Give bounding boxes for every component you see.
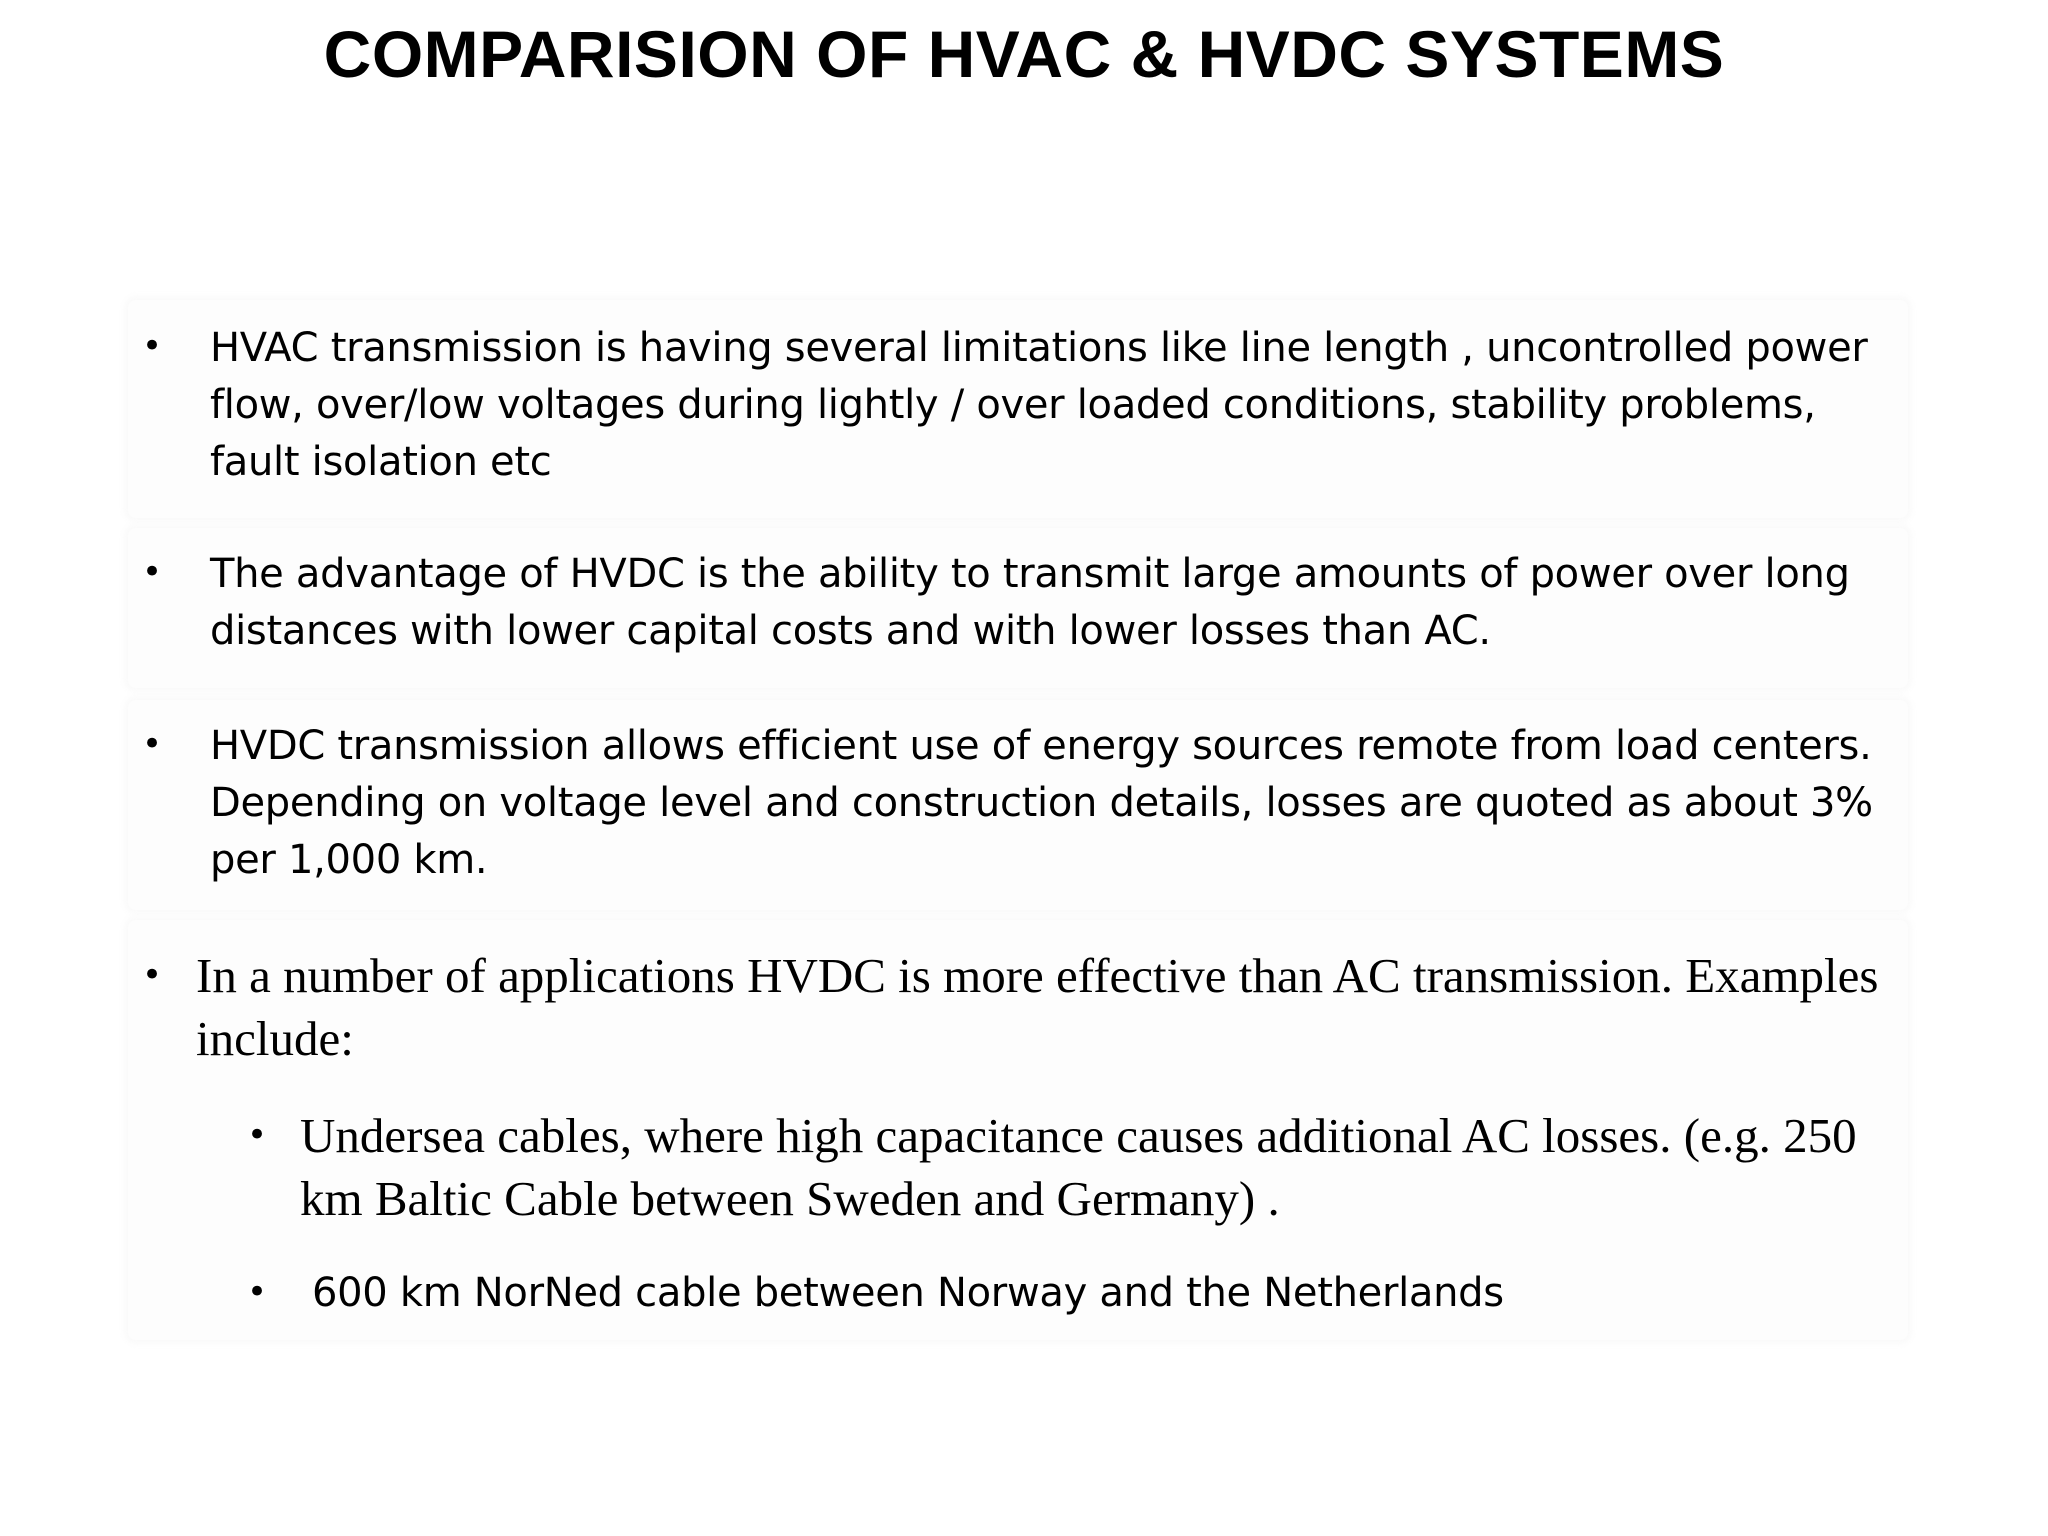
sub-bullet-text-undersea-cables: Undersea cables, where high capacitance causes additional AC losses. (e.g. 250 km Baltic Cable between Sweden and Germany) . [300, 1108, 1857, 1226]
bullet-text-hvdc-efficiency: HVDC transmission allows efficient use of energy sources remote from load centers. Depending on voltage level and construction details, losses are quoted as about 3% per 1,000 km. [210, 723, 1873, 883]
bullet-icon: • [142, 326, 163, 366]
bullet-icon: • [142, 955, 163, 995]
sub-bullet-icon: • [247, 1272, 268, 1312]
slide-title: COMPARISION OF HVAC & HVDC SYSTEMS [323, 17, 1725, 91]
bullet-icon: • [142, 552, 163, 592]
bullet-text-hvdc-advantage: The advantage of HVDC is the ability to transmit large amounts of power over long distances with lower capital costs and with lower losses than AC. [210, 551, 1850, 654]
bullet-icon: • [142, 724, 163, 764]
sub-bullet-text-norned-cable: 600 km NorNed cable between Norway and the Netherlands [312, 1270, 1504, 1316]
bullet-text-hvac-limitations: HVAC transmission is having several limitations like line length , uncontrolled power flow, over/low voltages during lightly / over loaded conditions, stability problems, fault isolation etc [210, 325, 1868, 485]
sub-bullet-icon: • [247, 1115, 268, 1155]
bullet-text-hvdc-applications: In a number of applications HVDC is more effective than AC transmission. Examples include: [196, 948, 1879, 1066]
